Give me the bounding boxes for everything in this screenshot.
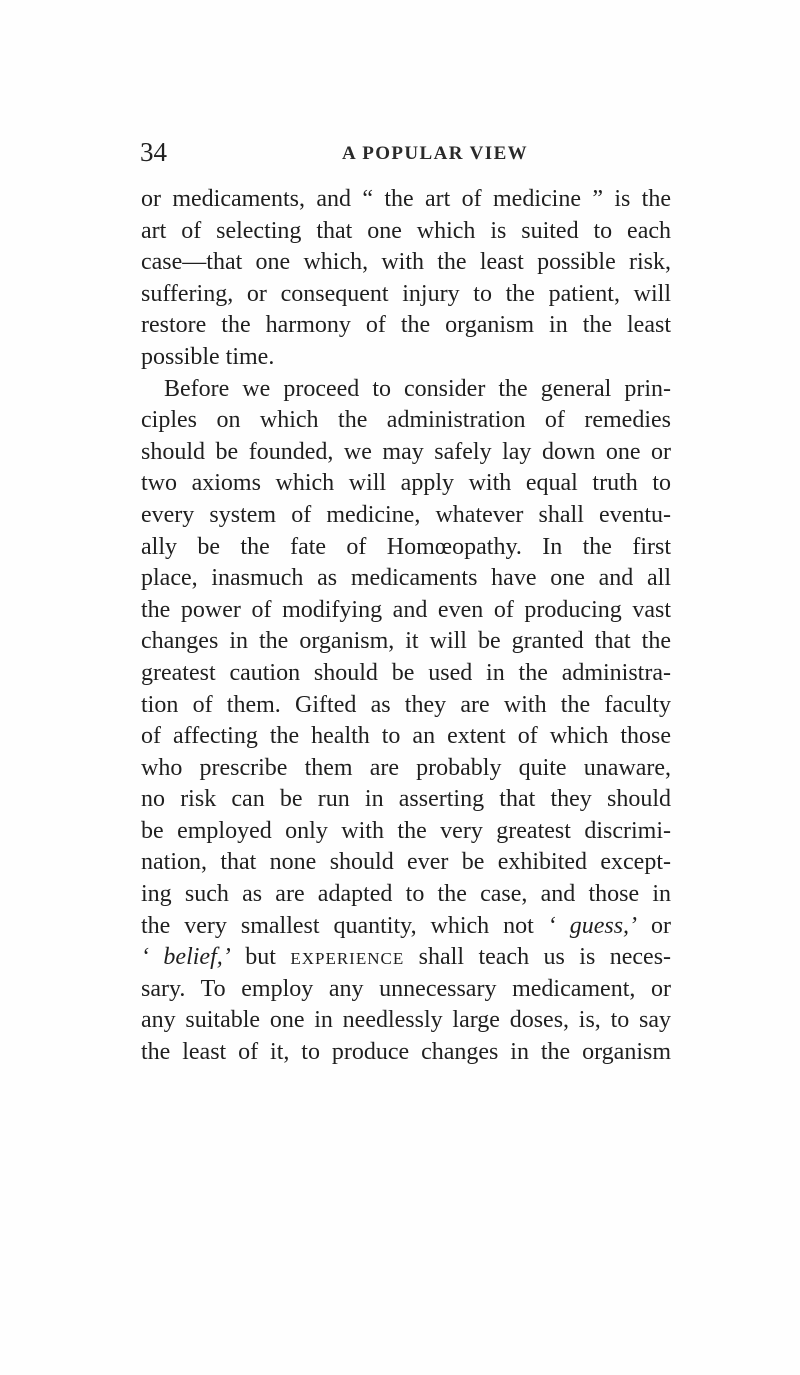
text-line: sary. To employ any unnecessary medicament, or: [141, 975, 671, 1002]
text-line: case—that one which, with the least possible risk,: [141, 249, 671, 276]
text-line: who prescribe them are probably quite unaware,: [141, 754, 671, 781]
text-line: greatest caution should be used in the administra-: [141, 659, 671, 686]
text-line: ing such as are adapted to the case, and those in: [141, 881, 671, 908]
text-line-with-emphasis: [141, 942, 671, 974]
text-line: possible time.: [141, 343, 275, 370]
paragraph-start-line: Before we proceed to consider the general prin-: [164, 375, 671, 402]
text-fragment: but: [245, 944, 276, 971]
text-line: the least of it, to produce changes in the organism: [141, 1039, 671, 1066]
text-line: changes in the organism, it will be granted that the: [141, 628, 671, 655]
emphasis-belief: ‘ belief,’: [141, 944, 231, 971]
text-fragment: the very smallest quantity, which not: [141, 912, 534, 939]
text-line: or medicaments, and “ the art of medicine ” is the: [141, 186, 671, 212]
text-line: every system of medicine, whatever shall eventu-: [141, 501, 671, 528]
text-line: should be founded, we may safely lay down one or: [141, 438, 671, 465]
text-line: any suitable one in needlessly large doses, is, to say: [141, 1007, 671, 1034]
text-line: no risk can be run in asserting that they should: [141, 786, 671, 813]
text-line: be employed only with the very greatest discrimi-: [141, 817, 671, 844]
text-line: restore the harmony of the organism in the least: [141, 312, 671, 339]
text-fragment: or: [651, 912, 671, 939]
text-line: of affecting the health to an extent of which those: [141, 723, 671, 750]
text-line: art of selecting that one which is suited to each: [141, 217, 671, 244]
text-line: nation, that none should ever be exhibited except-: [141, 849, 671, 876]
text-line: ally be the fate of Homœopathy. In the first: [141, 533, 671, 560]
text-line: suffering, or consequent injury to the patient, will: [141, 280, 671, 307]
text-line: place, inasmuch as medicaments have one and all: [141, 565, 671, 592]
running-title: A POPULAR VIEW: [342, 143, 529, 164]
page-number: 34: [140, 137, 167, 167]
text-fragment: shall teach us is neces-: [418, 944, 672, 971]
emphasis-experience: experience: [290, 944, 405, 971]
text-line-with-emphasis: [141, 911, 671, 943]
text-line: the power of modifying and even of producing vast: [141, 596, 671, 623]
text-line: ciples on which the administration of remedies: [141, 407, 671, 434]
text-line: tion of them. Gifted as they are with the faculty: [141, 691, 671, 718]
emphasis-guess: ‘ guess,’: [547, 912, 638, 939]
body-text: [141, 184, 671, 1069]
text-line: two axioms which will apply with equal truth to: [141, 470, 671, 497]
running-head: [140, 136, 660, 168]
